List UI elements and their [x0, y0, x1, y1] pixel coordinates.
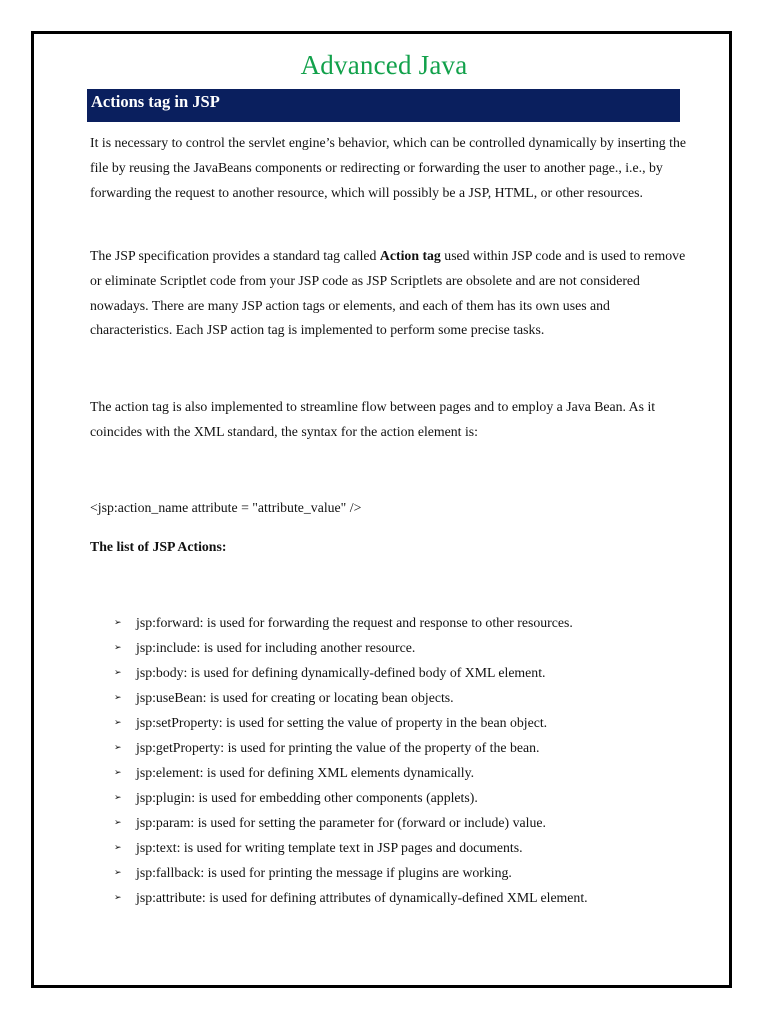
spec-paragraph — [90, 244, 686, 343]
list-item — [114, 610, 588, 635]
list-item-text: jsp:getProperty: is used for printing the value of the property of the bean. — [136, 739, 540, 755]
action-tag-term: Action tag — [379, 248, 441, 263]
list-item — [114, 810, 588, 835]
syntax-line: <jsp:action_name attribute = "attribute_value" /> — [90, 500, 362, 515]
list-item — [114, 760, 588, 785]
arrowhead-bullet-icon: ➢ — [114, 717, 122, 727]
arrowhead-bullet-icon: ➢ — [114, 767, 122, 777]
flow-paragraph: The action tag is also implemented to streamline flow between pages and to employ a Java Bean. As it coincides with the XML standard, the syntax for the action element is: — [90, 399, 656, 439]
arrowhead-bullet-icon: ➢ — [114, 642, 122, 652]
arrowhead-bullet-icon: ➢ — [114, 617, 122, 627]
list-item-text: jsp:plugin: is used for embedding other components (applets). — [136, 789, 478, 805]
list-item-text: jsp:include: is used for including another resource. — [136, 639, 416, 655]
list-item-text: jsp:param: is used for setting the parameter for (forward or include) value. — [136, 814, 546, 830]
list-item — [114, 710, 588, 735]
section-heading: Actions tag in JSP — [91, 92, 220, 111]
document-title: Advanced Java — [300, 50, 468, 80]
intro-paragraph: It is necessary to control the servlet engine’s behavior, which can be controlled dynamically by inserting the file by reusing the JavaBeans components or redirecting or forwarding the user to another page., i.e., by forwarding the request to another resource, which will possibly be a JSP, HTML, or other resources. — [90, 135, 686, 200]
list-item-text: jsp:fallback: is used for printing the message if plugins are working. — [136, 864, 512, 880]
list-item — [114, 885, 588, 910]
arrowhead-bullet-icon: ➢ — [114, 792, 122, 802]
list-item-text: jsp:element: is used for defining XML elements dynamically. — [136, 764, 475, 780]
arrowhead-bullet-icon: ➢ — [114, 667, 122, 677]
list-item-text: jsp:setProperty: is used for setting the value of property in the bean object. — [136, 714, 548, 730]
arrowhead-bullet-icon: ➢ — [114, 817, 122, 827]
arrowhead-bullet-icon: ➢ — [114, 742, 122, 752]
list-item — [114, 735, 588, 760]
list-item — [114, 785, 588, 810]
spec-text-after: used within JSP code and is used to remove or eliminate Scriptlet code from your JSP code as JSP Scriptlets are obsolete and are not considered nowadays. There are many JSP action tags or elements, and each of them has its own uses and characteristics. Each JSP action tag is implemented to perform some precise tasks. — [90, 248, 686, 338]
list-item-text: jsp:forward: is used for forwarding the request and response to other resources. — [136, 614, 573, 630]
list-item-text: jsp:attribute: is used for defining attributes of dynamically-defined XML element. — [136, 889, 588, 905]
arrowhead-bullet-icon: ➢ — [114, 892, 122, 902]
spec-text-before: The JSP specification provides a standard tag called — [90, 248, 380, 263]
list-item-text: jsp:body: is used for defining dynamically-defined body of XML element. — [136, 664, 546, 680]
list-item — [114, 660, 588, 685]
arrowhead-bullet-icon: ➢ — [114, 867, 122, 877]
arrowhead-bullet-icon: ➢ — [114, 842, 122, 852]
list-item — [114, 860, 588, 885]
list-item-text: jsp:text: is used for writing template text in JSP pages and documents. — [136, 839, 523, 855]
list-heading: The list of JSP Actions: — [90, 539, 227, 554]
arrowhead-bullet-icon: ➢ — [114, 692, 122, 702]
list-item — [114, 835, 588, 860]
list-item — [114, 685, 588, 710]
list-item-text: jsp:useBean: is used for creating or locating bean objects. — [136, 689, 454, 705]
list-item — [114, 635, 588, 660]
section-banner — [87, 89, 680, 122]
action-list — [114, 610, 588, 910]
